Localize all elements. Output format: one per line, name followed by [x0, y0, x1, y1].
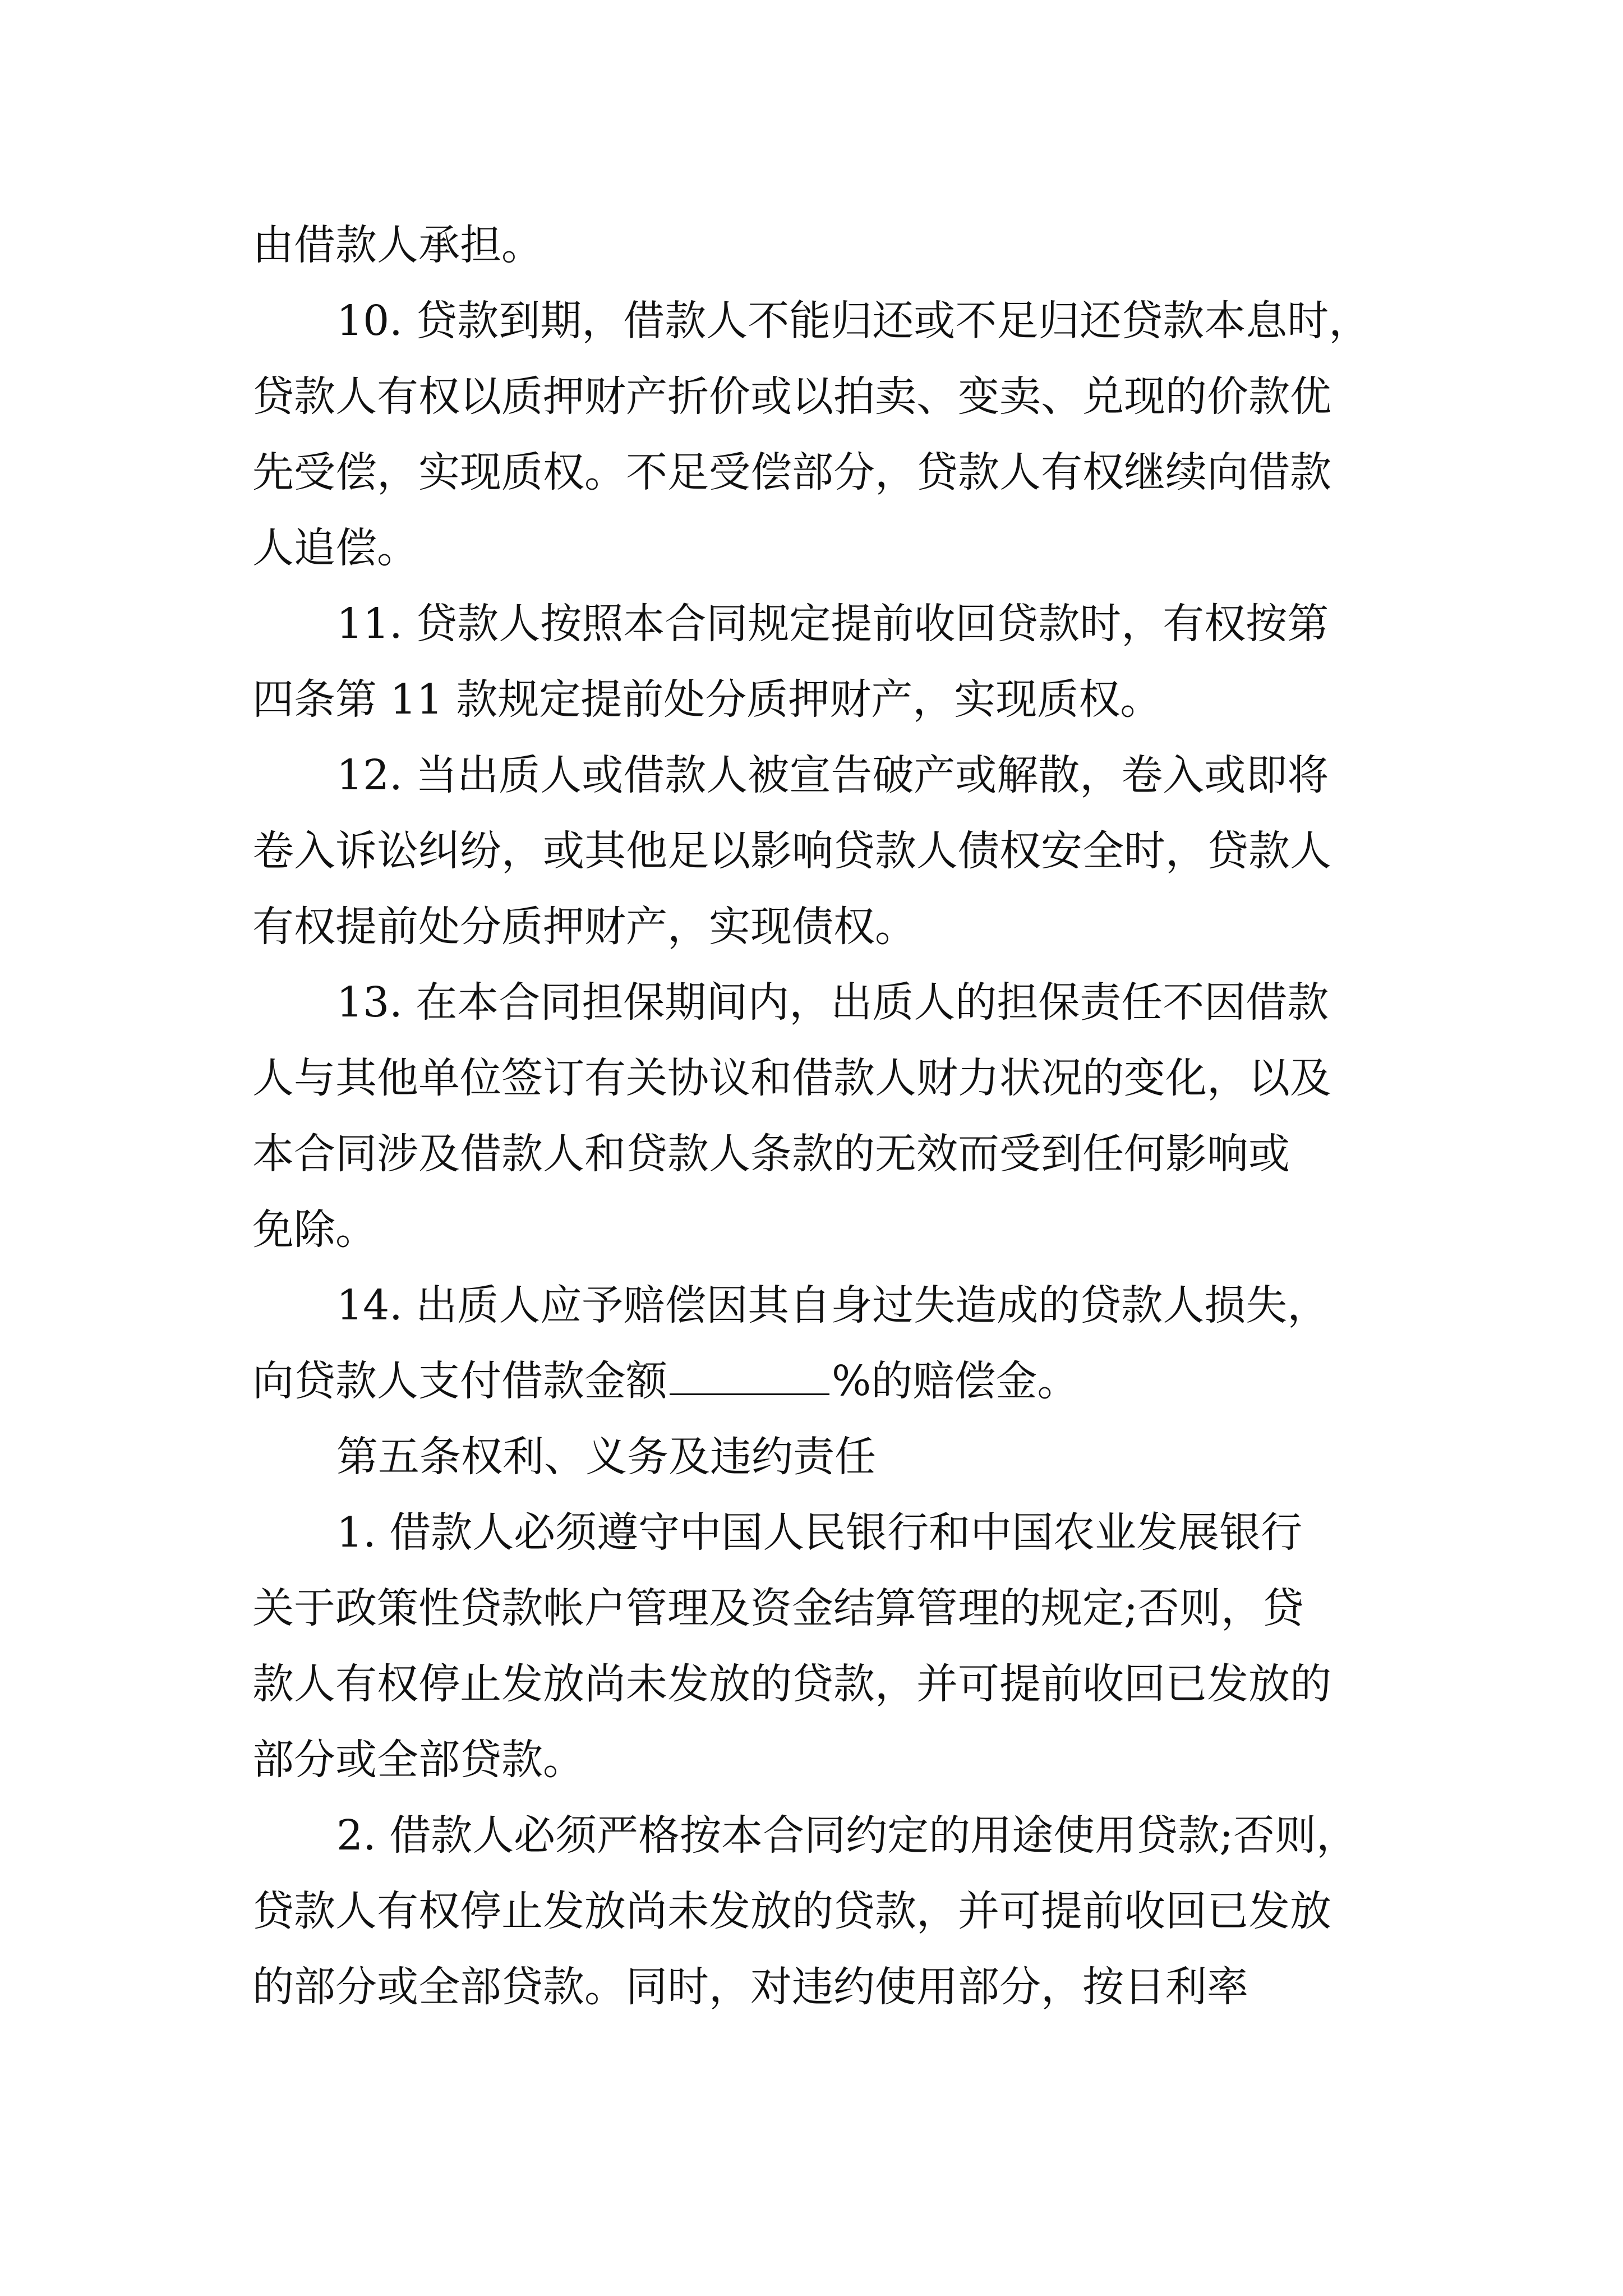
text-line: 款人有权停止发放尚未发放的贷款，并可提前收回已发放的: [252, 1660, 1331, 1708]
section-heading: 第五条权利、义务及违约责任: [336, 1433, 876, 1481]
clause-13: 13. 在本合同担保期间内，出质人的担保责任不因借款: [336, 978, 1329, 1027]
text-line: 本合同涉及借款人和贷款人条款的无效而受到任何影响或: [252, 1130, 1290, 1178]
clause-10: 10. 贷款到期，借款人不能归还或不足归还贷款本息时，: [336, 297, 1371, 345]
clause-2: 2. 借款人必须严格按本合同约定的用途使用贷款;否则，: [336, 1811, 1358, 1860]
text-segment: 向贷款人支付借款金额: [252, 1357, 667, 1405]
text-line: 免除。: [252, 1205, 377, 1254]
text-line: 的部分或全部贷款。同时，对违约使用部分，按日利率: [252, 1963, 1248, 2011]
text-line: 由借款人承担。: [252, 221, 543, 269]
text-line: 人追偿。: [252, 524, 418, 572]
text-line: 四条第 11 款规定提前处分质押财产，实现质权。: [252, 675, 1162, 724]
text-segment: %的赔偿金。: [832, 1357, 1079, 1405]
text-line: 贷款人有权以质押财产折价或以拍卖、变卖、兑现的价款优: [252, 372, 1331, 421]
text-line-with-blank: [252, 1353, 1078, 1409]
text-line: 贷款人有权停止发放尚未发放的贷款，并可提前收回已发放: [252, 1887, 1331, 1935]
clause-11: 11. 贷款人按照本合同规定提前收回贷款时，有权按第: [336, 600, 1329, 648]
clause-1: 1. 借款人必须遵守中国人民银行和中国农业发展银行: [336, 1508, 1303, 1557]
text-line: 部分或全部贷款。: [252, 1736, 584, 1784]
text-line: 有权提前处分质押财产，实现债权。: [252, 903, 916, 951]
text-line: 关于政策性贷款帐户管理及资金结算管理的规定;否则，贷: [252, 1584, 1304, 1632]
clause-12: 12. 当出质人或借款人被宣告破产或解散，卷入或即将: [336, 751, 1329, 799]
text-line: 人与其他单位签订有关协议和借款人财力状况的变化，以及: [252, 1054, 1331, 1102]
text-line: 卷入诉讼纠纷，或其他足以影响贷款人债权安全时，贷款人: [252, 827, 1331, 875]
clause-14: 14. 出质人应予赔偿因其自身过失造成的贷款人损失，: [336, 1281, 1329, 1329]
fill-in-blank[interactable]: [670, 1354, 829, 1395]
text-line: 先受偿，实现质权。不足受偿部分，贷款人有权继续向借款: [252, 448, 1331, 496]
